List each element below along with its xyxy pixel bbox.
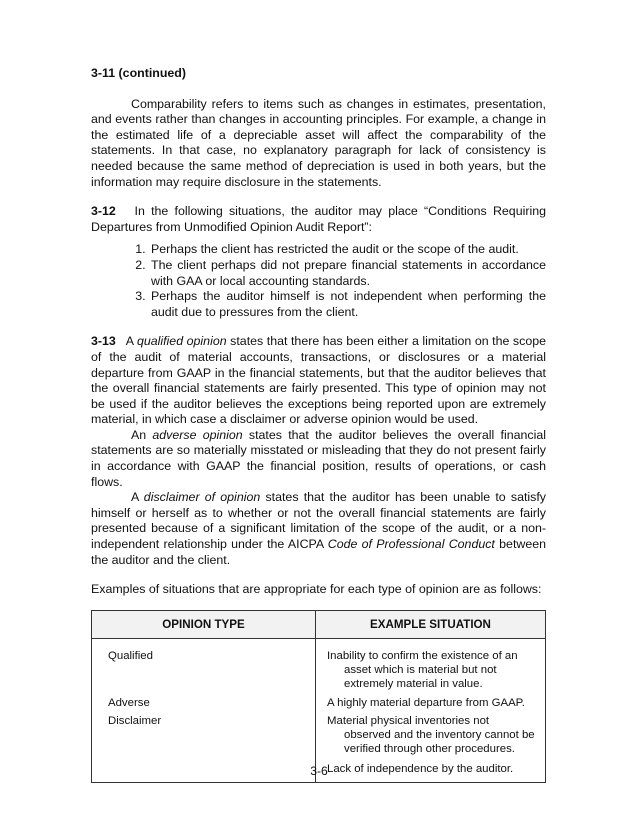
page-number: 3-6 [310, 764, 328, 778]
situation-text: Material physical inventories not observed and the inventory cannot be verified through other procedures. [327, 714, 535, 756]
question-number: 3-13 [91, 334, 116, 349]
text-span: states that the auditor has been unable to satisfy himself or herself as to whether or not the overall financial statements are fairly presented because of a significant limitation of the scope of the audit, or a non-independent relationship under the AICPA [91, 490, 547, 552]
adverse-opinion-paragraph [91, 428, 546, 490]
situation-cell [316, 711, 546, 757]
list-item: 1. Perhaps the client has restricted the audit or the scope of the audit. [149, 242, 546, 258]
question-number: 3-12 [91, 204, 116, 219]
list-item: 3. Perhaps the auditor himself is not independent when performing the audit due to pressures from the client. [149, 289, 546, 320]
column-header-opinion-type: OPINION TYPE [92, 610, 316, 638]
situation-text: Inability to confirm the existence of an asset which is material but not extremely material in value. [327, 649, 518, 691]
disclaimer-paragraph [91, 490, 546, 568]
question-3-12 [91, 204, 546, 235]
qualified-opinion-paragraph [91, 334, 546, 428]
term-qualified-opinion: qualified opinion [136, 334, 227, 349]
situation-cell [316, 638, 546, 691]
text-span: A [131, 490, 139, 505]
table-row [92, 691, 546, 710]
situation-cell [316, 691, 546, 710]
opinion-type-cell: Qualified [92, 638, 316, 691]
text-span: A [125, 334, 134, 349]
examples-intro: Examples of situations that are appropriate for each type of opinion are as follows: [91, 582, 542, 597]
table-row [92, 638, 546, 691]
opinion-table [91, 610, 546, 784]
term-adverse-opinion: adverse opinion [152, 427, 243, 442]
situation-list [91, 242, 546, 320]
text-span: states that there has been either a limitation on the scope of the audit of material accounts, transactions, or disclosures or a material departure from GAAP in the financial statements, but that the auditor believes that the overall financial statements are fairly presented. This type of opinion may not be used if the auditor believes the exceptions being reported upon are extremely material, in which case a disclaimer or adverse opinion would be used. [91, 334, 546, 427]
section-heading: 3-11 (continued) [91, 66, 187, 80]
opinion-type-cell: Disclaimer [92, 711, 316, 757]
paragraph-3-11: Comparability refers to items such as changes in estimates, presentation, and events rather than changes in accounting principles. For example, a change in the estimated life of a depreciable asset will affect the comparability of the statements. In that case, no explanatory paragraph for lack of consistency is needed because the same method of depreciation is used in both years, but the information may require disclosure in the statements. [91, 96, 546, 189]
text-span: states that the auditor believes the overall financial statements are so materially misstated or misleading that they do not present fairly in accordance with GAAP the financial position, results of operations, or cash flows. [91, 427, 546, 489]
term-code-of-conduct: Code of Professional Conduct [327, 537, 495, 552]
question-text: In the following situations, the auditor may place “Conditions Requiring Departures from Unmodified Opinion Audit Report”: [91, 204, 546, 234]
text-span: An [131, 427, 147, 442]
table-header-row [92, 610, 546, 638]
text-span: between the auditor and the client. [91, 537, 547, 567]
document-page [91, 66, 546, 783]
situation-text: Lack of independence by the auditor. [327, 763, 514, 776]
list-item: 2. The client perhaps did not prepare financial statements in accordance with GAA or local accounting standards. [149, 258, 546, 289]
table-row [92, 711, 546, 757]
column-header-example-situation: EXAMPLE SITUATION [316, 610, 546, 638]
term-disclaimer-of-opinion: disclaimer of opinion [143, 490, 261, 505]
opinion-type-cell: Adverse [92, 691, 316, 710]
situation-text: A highly material departure from GAAP. [327, 697, 525, 710]
